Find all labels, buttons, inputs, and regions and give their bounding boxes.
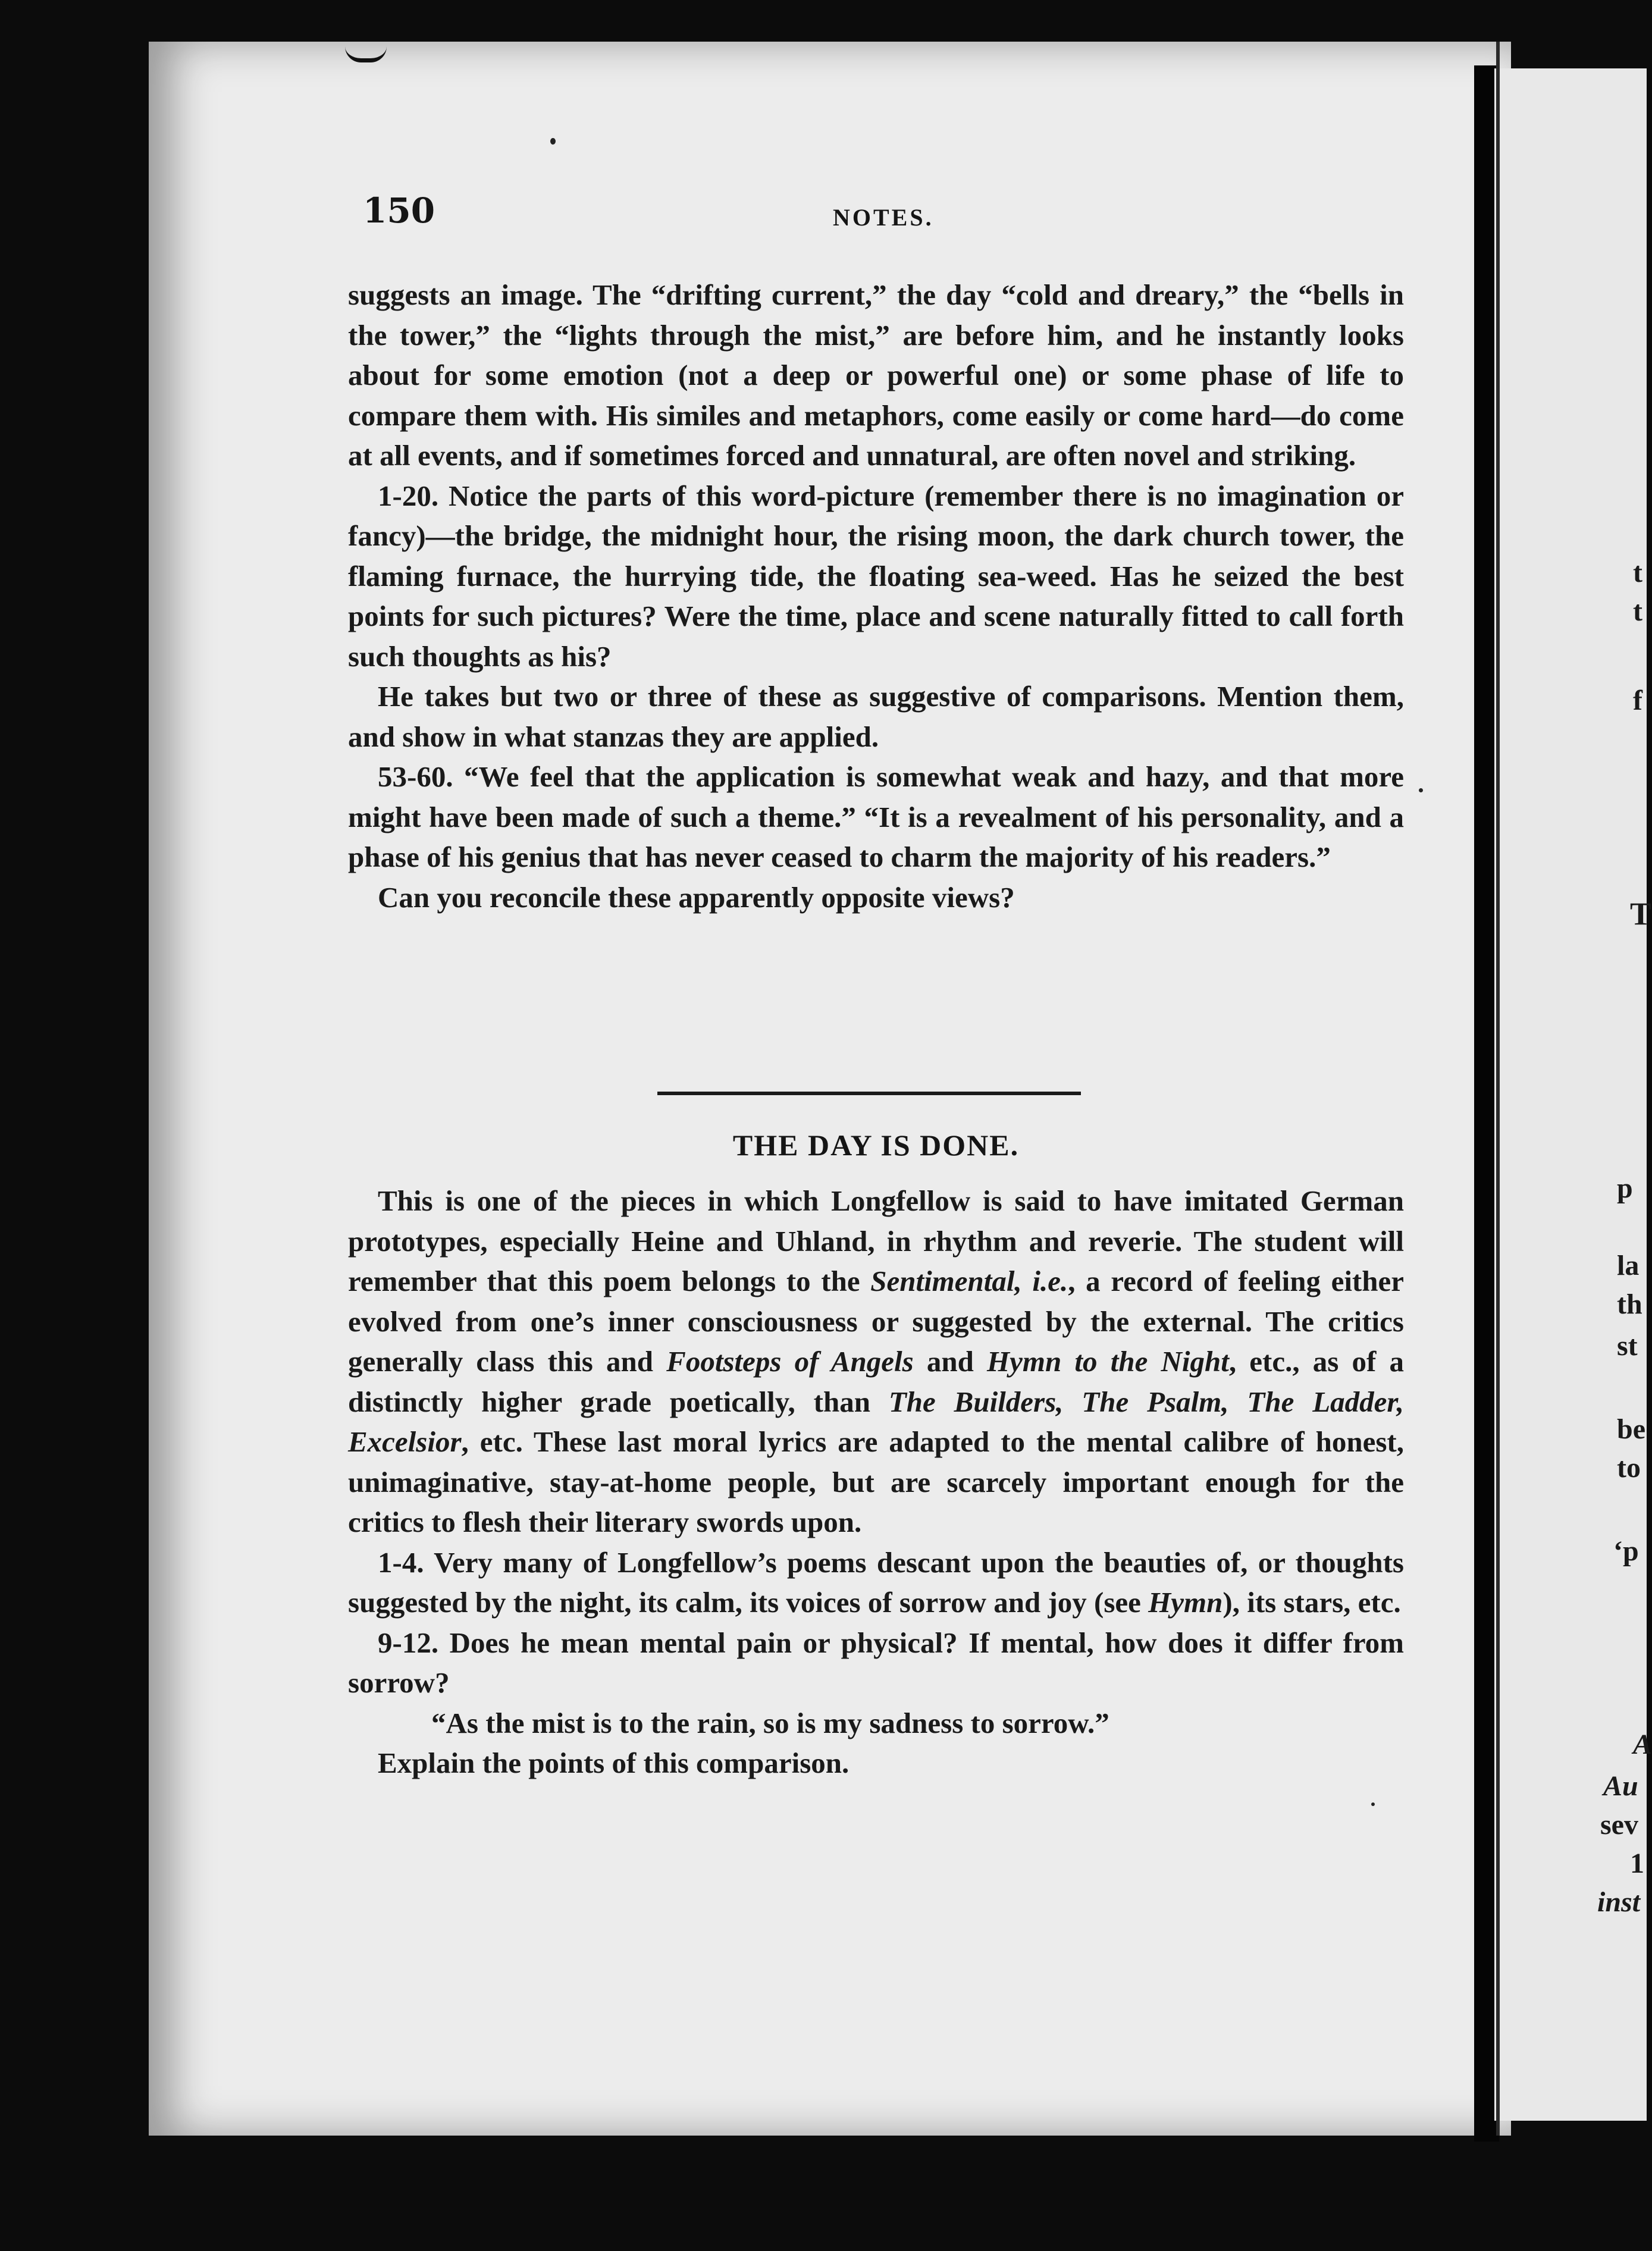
intro-italic-sentimental: Sentimental, i.e. — [870, 1265, 1068, 1297]
paragraph-reconcile-question: Can you reconcile these apparently opposite views? — [378, 880, 1015, 914]
paragraph-note-9-12: 9-12. Does he mean mental pain or physical? If mental, how does it differ from sorrow? — [348, 1626, 1404, 1699]
note-text: 1-4. Very many of Longfellow’s poems descant upon the beauties of, or thoughts suggested by the night, its calm, its voices of sorrow and joy (see — [348, 1545, 1404, 1619]
facing-page-fragment: T — [1630, 896, 1652, 932]
paragraph-similes: suggests an image. The “drifting current,” the day “cold and dreary,” the “bells in the tower,” the “lights through the mist,” are before him, and he instantly looks about for some emotion (not a deep or powerful one) or some phase of life to compare them with. His similes and metaphors, come easily or come hard—do come at all events, and if sometimes forced and unnatural, are often novel and striking. — [348, 278, 1404, 472]
intro-text: This is one of the pieces in which Longfellow is said to have imitated German prototypes, especially Heine and Uhland, in rhythm and reverie. The student will remember that this poem belongs to the — [348, 1184, 1404, 1297]
scan-speck — [1419, 788, 1423, 792]
intro-text: and — [913, 1345, 988, 1378]
quotation: “As the mist is to the rain, so is my sadness to sorrow.” — [431, 1706, 1109, 1739]
paragraph-comparisons: He takes but two or three of these as suggestive of comparisons. Mention them, and show in what stanzas they are applied. — [348, 680, 1404, 753]
facing-page-fragment: A — [1633, 1729, 1652, 1760]
paragraph-note-1-20: 1-20. Notice the parts of this word-picture (remember there is no imagination or fancy)—the bridge, the midnight hour, the rising moon, the dark church tower, the flaming furnace, the hurrying tide, the floating sea-weed. Has he seized the best points for such pictures? Were the time, place and scene naturally fitted to call forth such thoughts as his? — [348, 479, 1404, 673]
intro-italic-hymn: Hymn to the Night — [987, 1345, 1229, 1378]
facing-page-fragment: la — [1617, 1250, 1640, 1281]
facing-page-fragment: p — [1617, 1172, 1633, 1204]
facing-page-fragment: Au — [1603, 1770, 1638, 1802]
facing-page-fragment: sev — [1600, 1809, 1638, 1841]
facing-page-fragment: be — [1617, 1413, 1645, 1445]
notes-day-is-done-section — [348, 1181, 1404, 1783]
note-text: ), its stars, etc. — [1222, 1586, 1401, 1619]
running-head: NOTES. — [833, 204, 934, 231]
facing-page-fragment: to — [1617, 1452, 1641, 1484]
scan-speck — [550, 138, 556, 145]
facing-page-fragment: inst — [1597, 1886, 1641, 1918]
note-italic-hymn: Hymn — [1148, 1586, 1223, 1619]
intro-text: , etc. These last moral lyrics are adapted to the mental calibre of honest, unimaginative, stay-at-home people, but are scarcely important enough for the critics to flesh their literary swords upon. — [348, 1425, 1404, 1538]
section-divider-rule — [657, 1092, 1081, 1095]
section-title: THE DAY IS DONE. — [732, 1128, 1020, 1162]
intro-italic-footsteps: Footsteps of Angels — [666, 1345, 914, 1378]
page-edge-line — [1496, 42, 1500, 2136]
paragraph-note-53-60: 53-60. “We feel that the application is somewhat weak and hazy, and that more might have been made of such a theme.” “It is a revealment of his personality, and a phase of his genius that has never ceased to charm the majority of his readers.” — [348, 760, 1404, 873]
paragraph-note-1-4 — [348, 1543, 1404, 1623]
facing-page-fragment: ‘p — [1613, 1535, 1639, 1567]
facing-page-fragment: t — [1633, 557, 1642, 588]
facing-page-fragment: th — [1617, 1288, 1642, 1320]
page-number: 150 — [363, 190, 435, 231]
facing-page-fragment: 1 — [1630, 1848, 1644, 1879]
paragraph-intro — [348, 1181, 1404, 1543]
notes-upper-section — [348, 275, 1404, 917]
facing-page-fragment: t — [1633, 595, 1642, 627]
facing-page-fragment: f — [1633, 685, 1642, 716]
closing-line: Explain the points of this comparison. — [378, 1747, 849, 1779]
page-header — [363, 190, 1404, 244]
intro-text: , a record of feeling either evolved from one’s inner consciousness or suggested by the external. The critics generally class this and — [348, 1265, 1404, 1378]
intro-text: , etc., as of a distinctly higher grade poetically, than — [348, 1345, 1405, 1418]
scan-speck — [1371, 1802, 1375, 1806]
facing-page-fragment: st — [1617, 1330, 1638, 1362]
intro-italic-titles: The Builders, The Psalm, The Ladder, Excelsior — [348, 1385, 1404, 1458]
